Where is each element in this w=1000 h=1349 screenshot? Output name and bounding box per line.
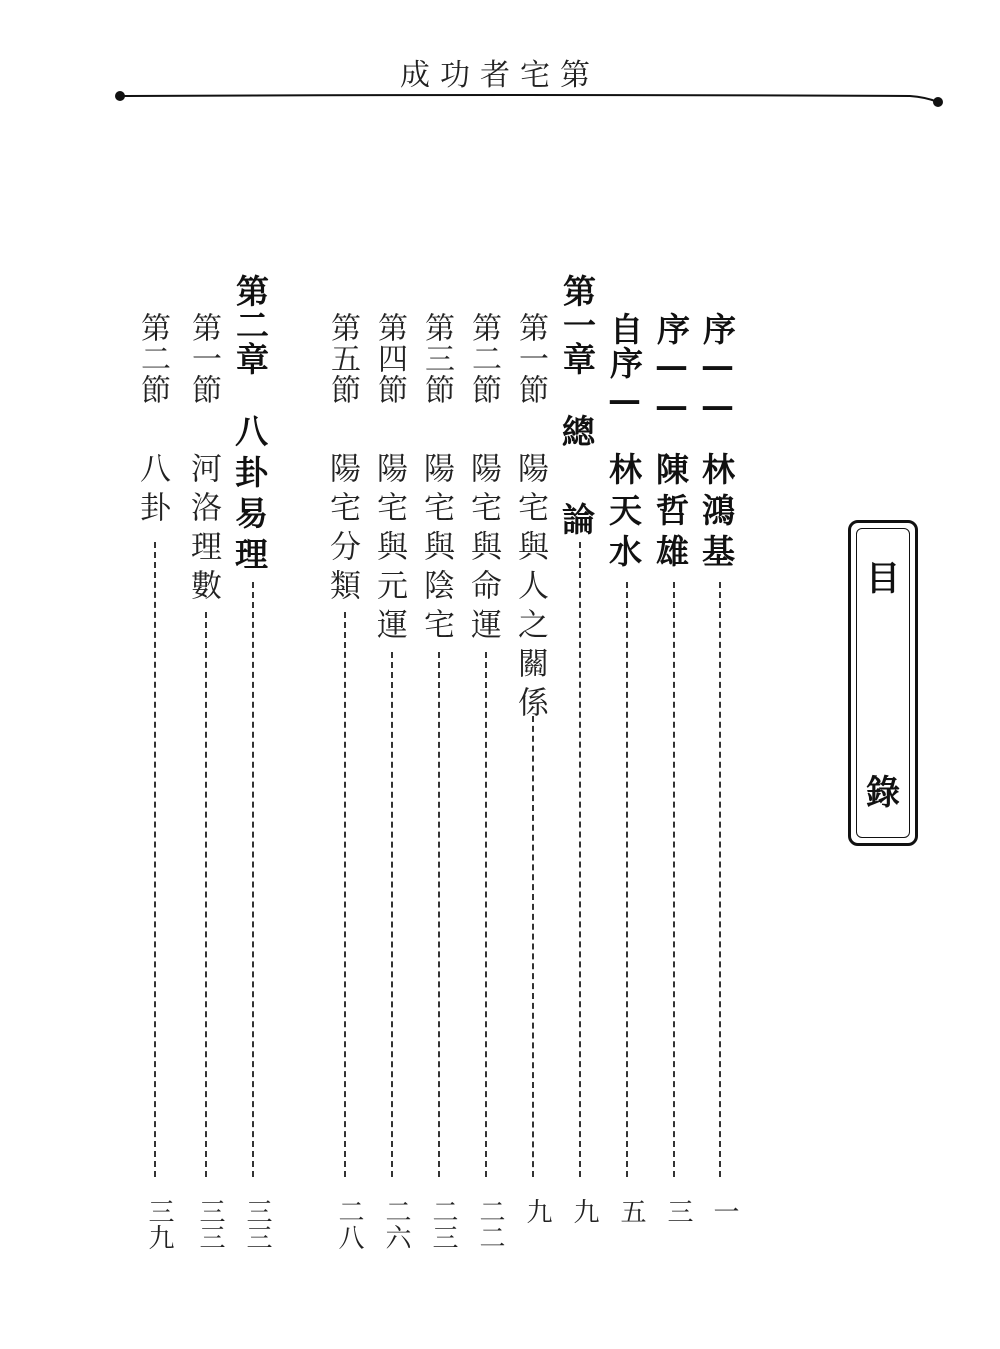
toc-entry-title: 河洛理數 (185, 452, 221, 608)
toc-page-number: 五 (616, 1198, 646, 1224)
toc-leader-dots (626, 582, 628, 1177)
toc-leader-dots (154, 542, 156, 1177)
toc-entry-title: 林鴻基 (697, 452, 736, 575)
toc-page-number: 三 (663, 1198, 693, 1224)
toc-entry-heading: 序—— (652, 312, 691, 426)
toc-entry-title: 陽宅與人之關係 (512, 452, 548, 725)
toc-entry-heading: 序—— (698, 312, 737, 426)
toc-entry-heading: 第一節 (186, 312, 221, 405)
toc-leader-dots (252, 582, 254, 1177)
toc-entry-ch1-sec5[interactable] (325, 0, 365, 1349)
toc-entry-title: 陽宅與元運 (371, 452, 407, 647)
toc-entry-author-preface[interactable] (604, 0, 647, 1349)
toc-leader-dots (438, 652, 440, 1177)
toc-entry-title: 陽宅分類 (324, 452, 360, 608)
toc-entry-ch1-sec3[interactable] (419, 0, 459, 1349)
toc-entry-heading: 第一章 (558, 274, 597, 376)
toc-page-number: 三三 (195, 1198, 225, 1250)
toc-entry-chapter-1[interactable] (557, 0, 600, 1349)
toc-entry-ch1-sec2[interactable] (466, 0, 506, 1349)
toc-entry-title: 林天水 (604, 452, 643, 575)
toc-entry-preface-chen-zhexiong[interactable] (651, 0, 694, 1349)
toc-entry-title: 陳哲雄 (651, 452, 690, 575)
toc-page-number: 二八 (334, 1198, 364, 1250)
toc-page-number: 一 (709, 1198, 739, 1224)
toc-entry-heading: 第五節 (325, 312, 360, 405)
toc-entry-heading: 第四節 (372, 312, 407, 405)
toc-leader-dots (532, 716, 534, 1177)
toc-entry-heading: 第三節 (419, 312, 454, 405)
toc-page-number: 二六 (381, 1198, 411, 1250)
toc-page-number: 二二 (475, 1198, 505, 1250)
toc-entry-title: 八卦 (134, 452, 170, 530)
toc-entry-heading: 第二節 (466, 312, 501, 405)
toc-entry-heading: 自序— (605, 312, 644, 420)
toc-leader-dots (485, 652, 487, 1177)
toc-leader-dots (579, 542, 581, 1177)
toc-page-number: 九 (522, 1198, 552, 1224)
toc-entry-heading: 第二節 (135, 312, 170, 405)
toc-page-number: 二三 (428, 1198, 458, 1250)
toc-entry-preface-lin-hongji[interactable] (697, 0, 740, 1349)
contents-title-bottom: 錄 (866, 773, 900, 813)
toc-entry-ch2-sec1[interactable] (186, 0, 226, 1349)
toc-leader-dots (205, 612, 207, 1177)
toc-entry-ch1-sec4[interactable] (372, 0, 412, 1349)
toc-leader-dots (344, 612, 346, 1177)
toc-page-number: 九 (569, 1198, 599, 1224)
toc-entry-title: 總 論 (557, 414, 596, 543)
toc-leader-dots (673, 582, 675, 1177)
toc-entry-chapter-2[interactable] (230, 0, 273, 1349)
toc-entry-title: 陽宅與命運 (465, 452, 501, 647)
contents-title-box (848, 520, 918, 846)
toc-entry-heading: 第一節 (513, 312, 548, 405)
toc-entry-ch1-sec1[interactable] (513, 0, 553, 1349)
toc-entry-title: 八卦易理 (230, 414, 269, 578)
toc-entry-title: 陽宅與陰宅 (418, 452, 454, 647)
toc-leader-dots (719, 582, 721, 1177)
running-head: 成功者宅第 (400, 58, 600, 93)
toc-entry-heading: 第二章 (231, 274, 270, 376)
toc-page-number: 三九 (144, 1198, 174, 1250)
toc-page-number: 三三 (242, 1198, 272, 1250)
contents-title-top: 目 (866, 559, 900, 599)
toc-leader-dots (391, 652, 393, 1177)
toc-entry-ch2-sec2[interactable] (135, 0, 175, 1349)
